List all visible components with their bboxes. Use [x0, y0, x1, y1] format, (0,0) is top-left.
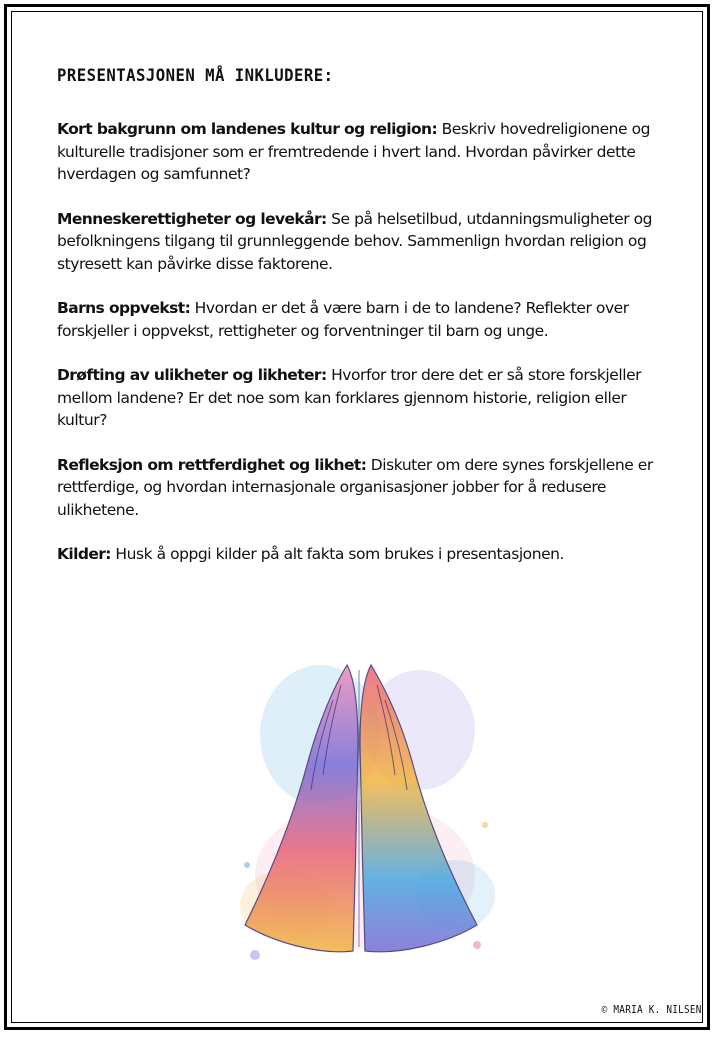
section-text: Se på helsetilbud, utdanningsmuligheter og befolkningens tilgang til grunnleggende behov. Sammenlign hvordan religion og styresett kan påvirke disse faktorene.	[57, 209, 653, 273]
section-text: Hvorfor tror dere det er så store forskjeller mellom landene? Er det noe som kan forklares gjennom historie, religion eller kultur?	[57, 366, 642, 429]
section-text: Beskriv hovedreligionene og kulturelle tradisjoner som er fremtredende i hvert land. Hvordan påvirker dette hverdagen og samfunnet?	[57, 120, 651, 183]
section-text: Diskuter om dere synes forskjellene er rettferdige, og hvordan internasjonale organisasjoner jobber for å redusere ulikhetene.	[57, 455, 653, 519]
section-label: Kilder:	[57, 545, 111, 563]
praying-hands-icon	[215, 625, 505, 990]
section-sources	[57, 543, 669, 566]
section-label: Drøfting av ulikheter og likheter:	[57, 366, 327, 384]
section-label: Kort bakgrunn om landenes kultur og religion:	[57, 120, 438, 138]
section-text: Hvordan er det å være barn i de to landene? Reflekter over forskjeller i oppvekst, rettigheter og forventninger til barn og unge.	[57, 299, 629, 340]
section-label: Menneskerettigheter og levekår:	[57, 209, 327, 228]
requirements-list	[57, 118, 669, 588]
section-culture-religion	[57, 118, 669, 186]
section-label: Barns oppvekst:	[57, 299, 191, 317]
section-justice	[57, 454, 669, 522]
section-human-rights	[57, 208, 669, 276]
section-childhood	[57, 297, 669, 342]
copyright-credit: © MARIA K. NILSEN	[601, 1003, 702, 1016]
section-differences	[57, 364, 669, 432]
page-title: PRESENTASJONEN MÅ INKLUDERE:	[57, 66, 334, 86]
section-text: Husk å oppgi kilder på alt fakta som brukes i presentasjonen.	[115, 545, 565, 563]
section-label: Refleksjon om rettferdighet og likhet:	[57, 455, 367, 474]
